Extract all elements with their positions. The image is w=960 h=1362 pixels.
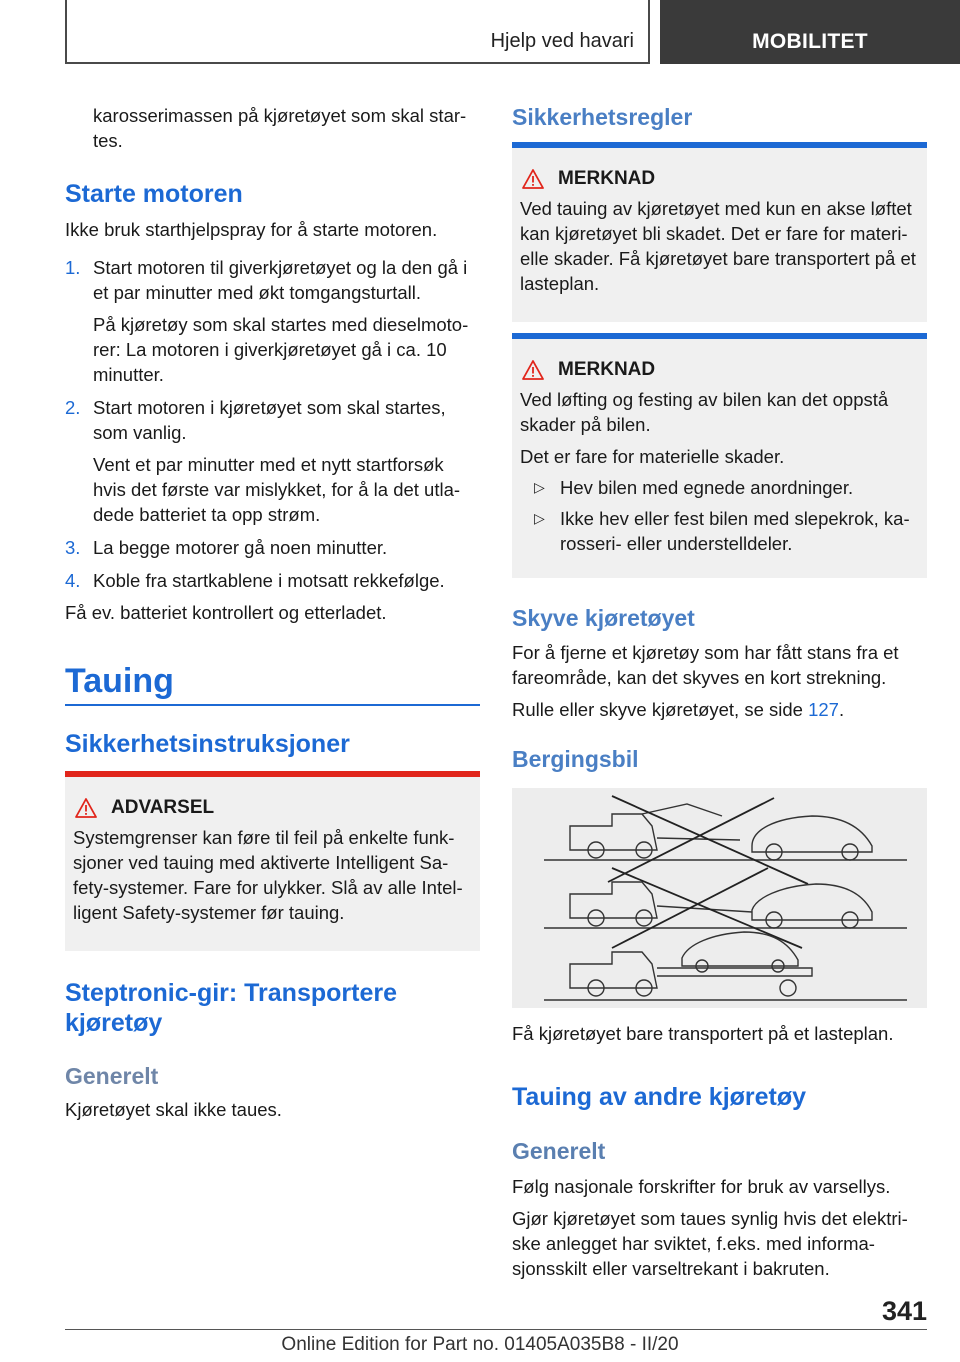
merknad1-box <box>512 142 927 322</box>
step-text: Start motoren i kjøretøyet som skal startes, som vanlig. <box>93 397 446 443</box>
step-item <box>65 255 480 387</box>
advarsel-text: Systemgrenser kan føre til feil på enkelte funk-sjoner ved tauing med aktiverte Intelligent Sa-fety-systemer. Fare for ulykker. Slå av alle Intel-ligent Safety-systemer før tauing. <box>73 827 463 923</box>
sikkerhetsinstruksjoner-heading: Sikkerhetsinstruksjoner <box>65 730 350 758</box>
step-number: 1. <box>65 257 81 278</box>
advarsel-title: ADVARSEL <box>111 797 215 818</box>
merknad1-text: Ved tauing av kjøretøyet med kun en akse løftet kan kjøretøyet bli skadet. Det er fare for materi-elle skader. Få kjøretøyet bare transportert på et lasteplan. <box>520 198 916 294</box>
steptronic-heading: Steptronic-gir: Transportere kjøretøy <box>65 979 397 1037</box>
bullet-item <box>520 475 919 500</box>
tauing-andre-heading: Tauing av andre kjøretøy <box>512 1083 807 1111</box>
starte-motoren-text: Ikke bruk starthjelpspray for å starte motoren. <box>65 219 438 240</box>
bullet-text: Ikke hev eller fest bilen med slepekrok, ka-rosseri- eller understelldeler. <box>560 508 910 554</box>
after-steps-text: Få ev. batteriet kontrollert og etterladet. <box>65 602 387 623</box>
step-number: 4. <box>65 570 81 591</box>
step-item <box>65 535 480 560</box>
step-text: La begge motorer gå noen minutter. <box>93 537 388 558</box>
merknad1-title: MERKNAD <box>558 168 656 189</box>
skyve-reference <box>512 697 927 722</box>
page-link-127[interactable]: 127 <box>808 699 839 720</box>
step-item <box>65 568 480 593</box>
bergingsbil-caption: Få kjøretøyet bare transportert på et lasteplan. <box>512 1023 894 1044</box>
merknad1-bar <box>512 142 927 148</box>
bullet-text: Hev bilen med egnede anordninger. <box>560 477 854 498</box>
warning-triangle-icon <box>522 169 544 189</box>
generelt2-text1: Følg nasjonale forskrifter for bruk av varsellys. <box>512 1176 891 1197</box>
header-chapter-tab[interactable] <box>660 0 960 64</box>
merknad2-bar <box>512 333 927 339</box>
starte-motoren-heading: Starte motoren <box>65 180 243 208</box>
step-extra: På kjøretøy som skal startes med dieselmoto-rer: La motoren i giverkjøretøyet gå i ca. 10 minutter. <box>93 314 469 385</box>
header-chapter-label: MOBILITET <box>752 30 868 53</box>
header-section-title: Hjelp ved havari <box>490 30 634 52</box>
step-item <box>65 395 480 527</box>
footer-edition: Online Edition for Part no. 01405A035B8 - II/20 <box>281 1334 679 1355</box>
step-extra: Vent et par minutter med et nytt startforsøk hvis det første var mislykket, for å la det utla-dede batteriet ta opp strøm. <box>93 454 461 525</box>
triangle-bullet-icon: ▷ <box>534 479 545 495</box>
tauing-heading: Tauing <box>65 662 174 700</box>
merknad2-title: MERKNAD <box>558 359 656 380</box>
towing-illustration <box>512 788 927 1008</box>
bullet-item <box>520 506 919 556</box>
bergingsbil-heading: Bergingsbil <box>512 746 639 772</box>
warning-triangle-icon <box>522 360 544 380</box>
skyve-heading: Skyve kjøretøyet <box>512 605 695 631</box>
page-number: 341 <box>881 1296 927 1326</box>
sikkerhetsregler-heading: Sikkerhetsregler <box>512 104 693 130</box>
step-number: 3. <box>65 537 81 558</box>
triangle-bullet-icon: ▷ <box>534 510 545 526</box>
merknad2-text2: Det er fare for materielle skader. <box>520 446 785 467</box>
merknad2-box <box>512 333 927 578</box>
advarsel-bar <box>65 771 480 777</box>
header-section-box <box>65 0 650 64</box>
warning-triangle-icon <box>75 798 97 818</box>
footer-rule <box>65 1329 927 1330</box>
towing-illustration-svg <box>512 788 927 1008</box>
step-number: 2. <box>65 397 81 418</box>
tauing-rule <box>65 704 480 706</box>
merknad2-text: Ved løfting og festing av bilen kan det oppstå skader på bilen. <box>520 389 889 435</box>
skyve-text: For å fjerne et kjøretøy som har fått stans fra et fareområde, kan det skyves en kort strekning. <box>512 642 899 688</box>
generelt-heading: Generelt <box>65 1063 159 1089</box>
start-steps-list <box>65 255 480 601</box>
skyve-ref-text: Rulle eller skyve kjøretøyet, se side <box>512 699 809 720</box>
generelt2-heading: Generelt <box>512 1138 606 1164</box>
step-text: Koble fra startkablene i motsatt rekkefølge. <box>93 570 445 591</box>
advarsel-box <box>65 771 480 951</box>
intro-text: karosserimassen på kjøretøyet som skal star- tes. <box>93 105 467 151</box>
generelt-text: Kjøretøyet skal ikke taues. <box>65 1099 282 1120</box>
generelt2-text2: Gjør kjøretøyet som taues synlig hvis det elektri-ske anlegget har sviktet, f.eks. med informa-sjonsskilt eller varseltrekant i bakruten. <box>512 1208 908 1279</box>
step-text: Start motoren til giverkjøretøyet og la den gå i et par minutter med økt tomgangsturtall. <box>93 257 468 303</box>
skyve-ref-end: . <box>838 699 845 720</box>
